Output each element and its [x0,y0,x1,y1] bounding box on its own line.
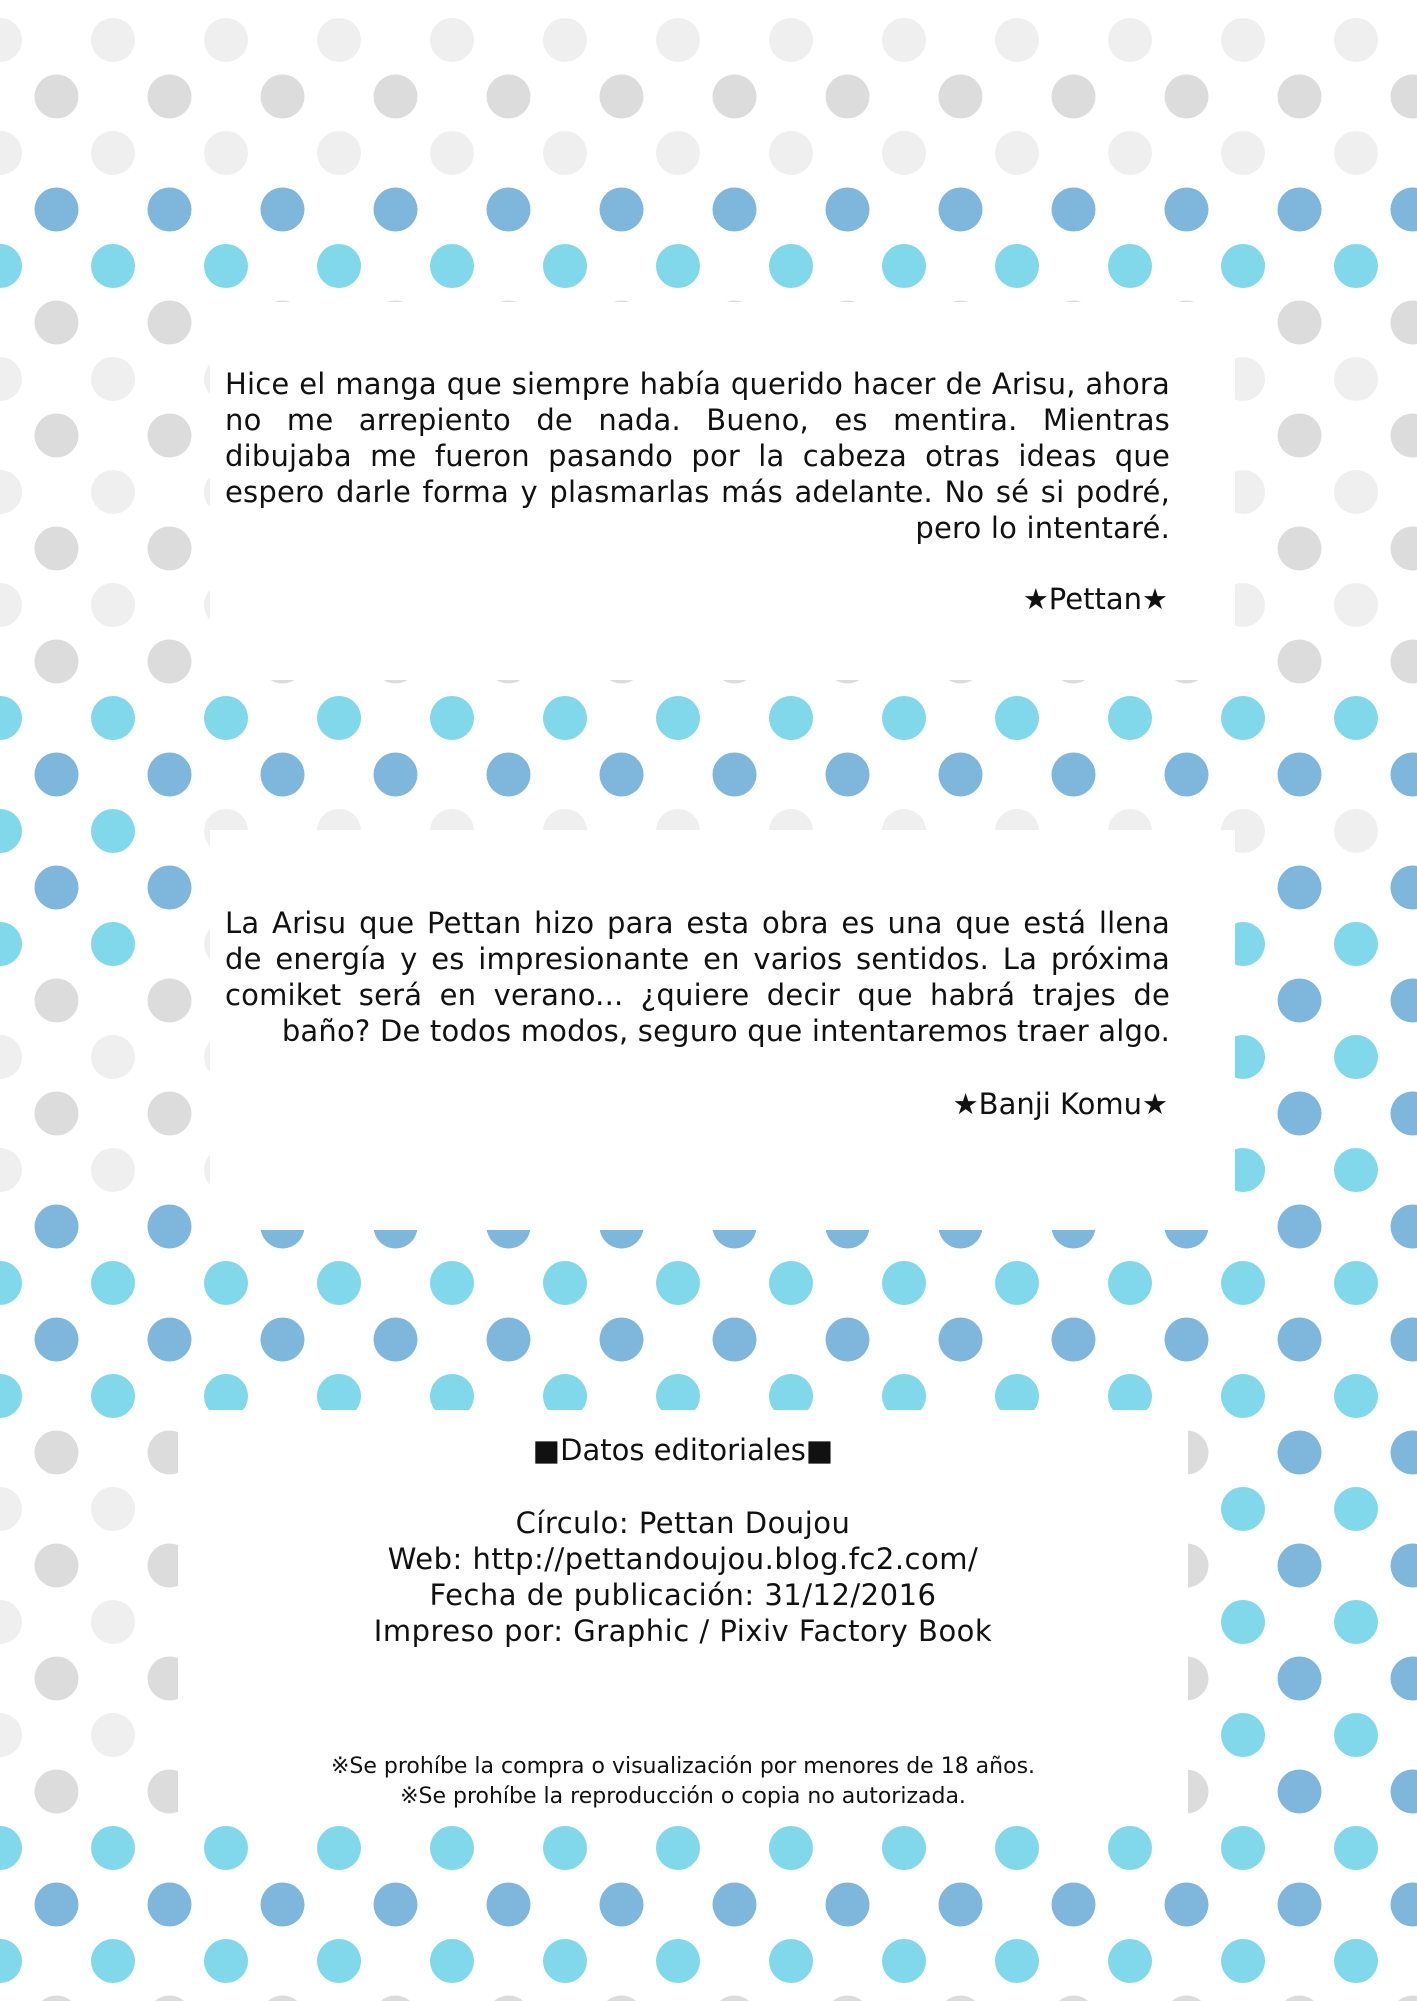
polka-dot [261,188,305,232]
credit-publication-date: Fecha de publicación: 31/12/2016 [429,1578,937,1612]
note-text-banji-komu: La Arisu que Pettan hizo para esta obra es una que está llena de energía y es impresionante en varios sentidos. La próxima comiket será en verano... ¿quiere decir que habrá trajes de baño? De todos modos, seguro que intentaremos traer algo. [225,906,1170,1048]
polka-dot [1334,1148,1378,1192]
polka-dot [1334,18,1378,62]
polka-dot [600,1883,644,1927]
polka-dot [35,1996,79,2001]
polka-dot [1334,1487,1378,1531]
polka-dot [1052,1996,1096,2001]
polka-dot [1391,1657,1417,1701]
polka-dot [261,1883,305,1927]
polka-dot [0,583,22,627]
polka-dot [543,1826,587,1870]
polka-dot [826,188,870,232]
polka-dot [35,1318,79,1362]
polka-dot [1334,696,1378,740]
polka-dot [0,131,22,175]
polka-dot [713,188,757,232]
polka-dot [148,1996,192,2001]
polka-dot [91,470,135,514]
polka-dot [995,18,1039,62]
polka-dot [317,131,361,175]
polka-dot [91,1826,135,1870]
polka-dot [148,527,192,571]
polka-dot [1391,527,1417,571]
polka-dot [35,1544,79,1588]
polka-dot [374,188,418,232]
polka-dot [0,1713,22,1757]
polka-dot [35,75,79,119]
polka-dot [769,1261,813,1305]
polka-dot [148,301,192,345]
polka-dot [0,357,22,401]
polka-dot [204,244,248,288]
polka-dot [0,1374,22,1418]
polka-dot [487,1883,531,1927]
polka-dot [430,1939,474,1983]
polka-dot [487,75,531,119]
polka-dot [1221,131,1265,175]
polka-dot [148,1092,192,1136]
polka-dot [600,753,644,797]
polka-dot [1391,1205,1417,1249]
polka-dot [1278,301,1322,345]
polka-dot [995,1826,1039,1870]
polka-dot [995,244,1039,288]
polka-dot [656,1261,700,1305]
polka-dot [995,1261,1039,1305]
polka-dot [148,414,192,458]
polka-dot [91,18,135,62]
polka-dot [374,1996,418,2001]
polka-dot [91,1148,135,1192]
polka-dot [317,1826,361,1870]
polka-dot [91,809,135,853]
polka-dot [1221,1939,1265,1983]
polka-dot [1278,753,1322,797]
polka-dot [1391,1431,1417,1475]
polka-dot [374,753,418,797]
polka-dot [35,1770,79,1814]
polka-dot [91,1713,135,1757]
polka-dot [148,866,192,910]
polka-dot [1334,131,1378,175]
polka-dot [1278,866,1322,910]
polka-dot [204,696,248,740]
credit-web: Web: http://pettandoujou.blog.fc2.com/ [387,1542,979,1576]
polka-dot [826,75,870,119]
polka-dot [317,1939,361,1983]
polka-dot [0,470,22,514]
polka-dot [1391,866,1417,910]
polka-dot [995,131,1039,175]
polka-dot [35,1205,79,1249]
heading-glyph: あ [497,129,547,187]
polka-dot [35,753,79,797]
polka-dot [1221,1826,1265,1870]
polka-dot [317,244,361,288]
polka-dot [1391,301,1417,345]
polka-dot [91,1600,135,1644]
polka-dot [1108,696,1152,740]
polka-dot [204,18,248,62]
polka-dot [261,1996,305,2001]
polka-dot [1108,244,1152,288]
polka-dot [1391,75,1417,119]
polka-dot [1334,1600,1378,1644]
polka-dot [261,1318,305,1362]
note-text-pettan: Hice el manga que siempre había querido hacer de Arisu, ahora no me arrepiento de nada. Bueno, es mentira. Mientras dibujaba me fueron pasando por la cabeza otras ideas que espero darle forma y plasmarlas más adelante. No sé si podré, pero lo intentaré. [225,367,1170,545]
polka-dot [91,1487,135,1531]
polka-dot [1052,188,1096,232]
polka-dot [430,244,474,288]
polka-dot [35,1431,79,1475]
polka-dot [1391,414,1417,458]
polka-dot [148,979,192,1023]
polka-dot [317,696,361,740]
polka-dot [1391,640,1417,684]
polka-dot [1391,1092,1417,1136]
polka-dot [939,753,983,797]
polka-dot [826,1883,870,1927]
polka-dot [882,244,926,288]
polka-dot [1334,244,1378,288]
credit-circle: Círculo: Pettan Doujou [515,1506,851,1540]
polka-dot [1334,583,1378,627]
polka-dot [487,188,531,232]
polka-dot [91,696,135,740]
polka-dot [1391,1318,1417,1362]
polka-dot [0,1600,22,1644]
heading-glyph: と [609,129,659,187]
polka-dot [543,18,587,62]
polka-dot [1391,1996,1417,2001]
polka-dot [656,696,700,740]
polka-dot [1221,1487,1265,1531]
polka-dot [939,188,983,232]
legal-warnings [178,1752,1188,1812]
polka-dot [1278,1770,1322,1814]
polka-dot [1052,1318,1096,1362]
polka-dot [91,1374,135,1418]
polka-dot [656,1939,700,1983]
polka-dot [826,1318,870,1362]
polka-dot [35,1657,79,1701]
afterword-heading [380,128,1000,188]
polka-dot [35,527,79,571]
polka-dot [1391,188,1417,232]
polka-dot [35,866,79,910]
polka-dot [0,1487,22,1531]
polka-dot [35,188,79,232]
polka-dot [1391,1883,1417,1927]
polka-dot [1108,1826,1152,1870]
polka-dot [1278,1544,1322,1588]
polka-dot [939,1996,983,2001]
polka-dot [1108,1261,1152,1305]
polka-dot [769,1826,813,1870]
polka-dot [826,753,870,797]
heading-glyph: ー [385,129,435,187]
polka-dot [430,1261,474,1305]
polka-dot [1391,753,1417,797]
polka-dot [1334,809,1378,853]
polka-dot [543,696,587,740]
polka-dot [374,1883,418,1927]
polka-dot [430,1826,474,1870]
polka-dot [1165,75,1209,119]
polka-dot [600,188,644,232]
polka-dot [1221,244,1265,288]
polka-dot [148,1883,192,1927]
polka-dot [713,753,757,797]
polka-dot [35,640,79,684]
polka-dot [148,640,192,684]
polka-dot [148,753,192,797]
heading-glyph: ー [945,129,995,187]
polka-dot [939,1883,983,1927]
polka-dot [374,75,418,119]
polka-dot [1391,979,1417,1023]
polka-dot [656,1826,700,1870]
polka-dot [1221,1713,1265,1757]
polka-dot [543,244,587,288]
polka-dot [1391,1770,1417,1814]
polka-dot [1278,1431,1322,1475]
polka-dot [0,1939,22,1983]
polka-dot [91,244,135,288]
polka-dot [1278,75,1322,119]
polka-dot [430,696,474,740]
polka-dot [769,18,813,62]
polka-dot [543,1261,587,1305]
polka-dot [1334,1261,1378,1305]
polka-dot [0,1148,22,1192]
polka-dot [148,1318,192,1362]
polka-dot [882,1826,926,1870]
polka-dot [656,18,700,62]
polka-dot [0,696,22,740]
polka-dot [204,1939,248,1983]
polka-dot [713,75,757,119]
polka-dot [35,1092,79,1136]
polka-dot [1221,1374,1265,1418]
polka-dot [826,1996,870,2001]
polka-dot [713,1996,757,2001]
polka-dot [1221,18,1265,62]
polka-dot [261,753,305,797]
polka-dot [1108,131,1152,175]
polka-dot [0,1261,22,1305]
polka-dot [1278,1996,1322,2001]
polka-dot [487,1318,531,1362]
polka-dot [1278,1883,1322,1927]
warning-age: ※Se prohíbe la compra o visualización por menores de 18 años. [330,1754,1036,1779]
polka-dot [1052,75,1096,119]
polka-dot [204,131,248,175]
polka-dot [148,1205,192,1249]
polka-dot [1278,1657,1322,1701]
polka-dot [1334,1374,1378,1418]
heading-glyph: き [833,129,883,187]
signature-pettan: ★Pettan★ [1022,582,1168,616]
polka-dot [600,75,644,119]
polka-dot [1278,1318,1322,1362]
polka-dot [0,922,22,966]
polka-dot [0,809,22,853]
polka-dot [1108,18,1152,62]
polka-dot [261,75,305,119]
polka-dot [374,1318,418,1362]
polka-dot [487,753,531,797]
polka-dot [656,244,700,288]
polka-dot [1334,1035,1378,1079]
polka-dot [939,1318,983,1362]
credit-printer: Impreso por: Graphic / Pixiv Factory Book [373,1614,993,1648]
signature-banji-komu: ★Banji Komu★ [952,1087,1168,1121]
polka-dot [1334,1713,1378,1757]
polka-dot [995,696,1039,740]
polka-dot [769,244,813,288]
polka-dot [1278,979,1322,1023]
polka-dot [1165,188,1209,232]
credits-title: ■Datos editoriales■ [532,1433,834,1467]
polka-dot [1334,922,1378,966]
polka-dot [882,18,926,62]
polka-dot [0,18,22,62]
polka-dot [1334,1939,1378,1983]
polka-dot [769,1939,813,1983]
polka-dot [1278,188,1322,232]
polka-dot [1165,1996,1209,2001]
polka-dot [769,696,813,740]
polka-dot [543,1939,587,1983]
polka-dot [1278,414,1322,458]
polka-dot [1221,1261,1265,1305]
polka-dot [204,1261,248,1305]
polka-dot [600,1318,644,1362]
polka-dot [317,1261,361,1305]
polka-dot [1221,696,1265,740]
polka-dot [1334,470,1378,514]
polka-dot [317,18,361,62]
polka-dot [91,1035,135,1079]
polka-dot [1278,640,1322,684]
polka-dot [148,75,192,119]
polka-dot [1165,1883,1209,1927]
polka-dot [35,414,79,458]
polka-dot [91,1261,135,1305]
polka-dot [487,1996,531,2001]
polka-dot [1278,1205,1322,1249]
polka-dot [1221,1600,1265,1644]
polka-dot [1334,1826,1378,1870]
polka-dot [91,1939,135,1983]
polka-dot [35,1883,79,1927]
polka-dot [713,1318,757,1362]
polka-dot [1052,753,1096,797]
polka-dot [148,188,192,232]
polka-dot [882,1939,926,1983]
polka-dot [939,75,983,119]
polka-dot [882,1261,926,1305]
credits-list [178,1505,1188,1649]
polka-dot [0,1826,22,1870]
polka-dot [91,357,135,401]
polka-dot [91,583,135,627]
polka-dot [0,244,22,288]
polka-dot [35,301,79,345]
polka-dot [1278,527,1322,571]
polka-dot [430,18,474,62]
polka-dot [1108,1939,1152,1983]
polka-dot [995,1939,1039,1983]
polka-dot [1165,753,1209,797]
polka-dot [1391,1544,1417,1588]
polka-dot [1052,1883,1096,1927]
polka-dot [91,922,135,966]
polka-dot [1334,357,1378,401]
warning-copy: ※Se prohíbe la reproducción o copia no autorizada. [400,1784,966,1809]
polka-dot [204,1826,248,1870]
polka-dot [1278,1092,1322,1136]
polka-dot [0,1035,22,1079]
polka-dot [91,131,135,175]
polka-dot [882,696,926,740]
polka-dot [1165,1318,1209,1362]
polka-dot [35,979,79,1023]
polka-dot [600,1996,644,2001]
page-number: 22 [695,1907,717,1926]
heading-glyph: が [721,129,771,187]
